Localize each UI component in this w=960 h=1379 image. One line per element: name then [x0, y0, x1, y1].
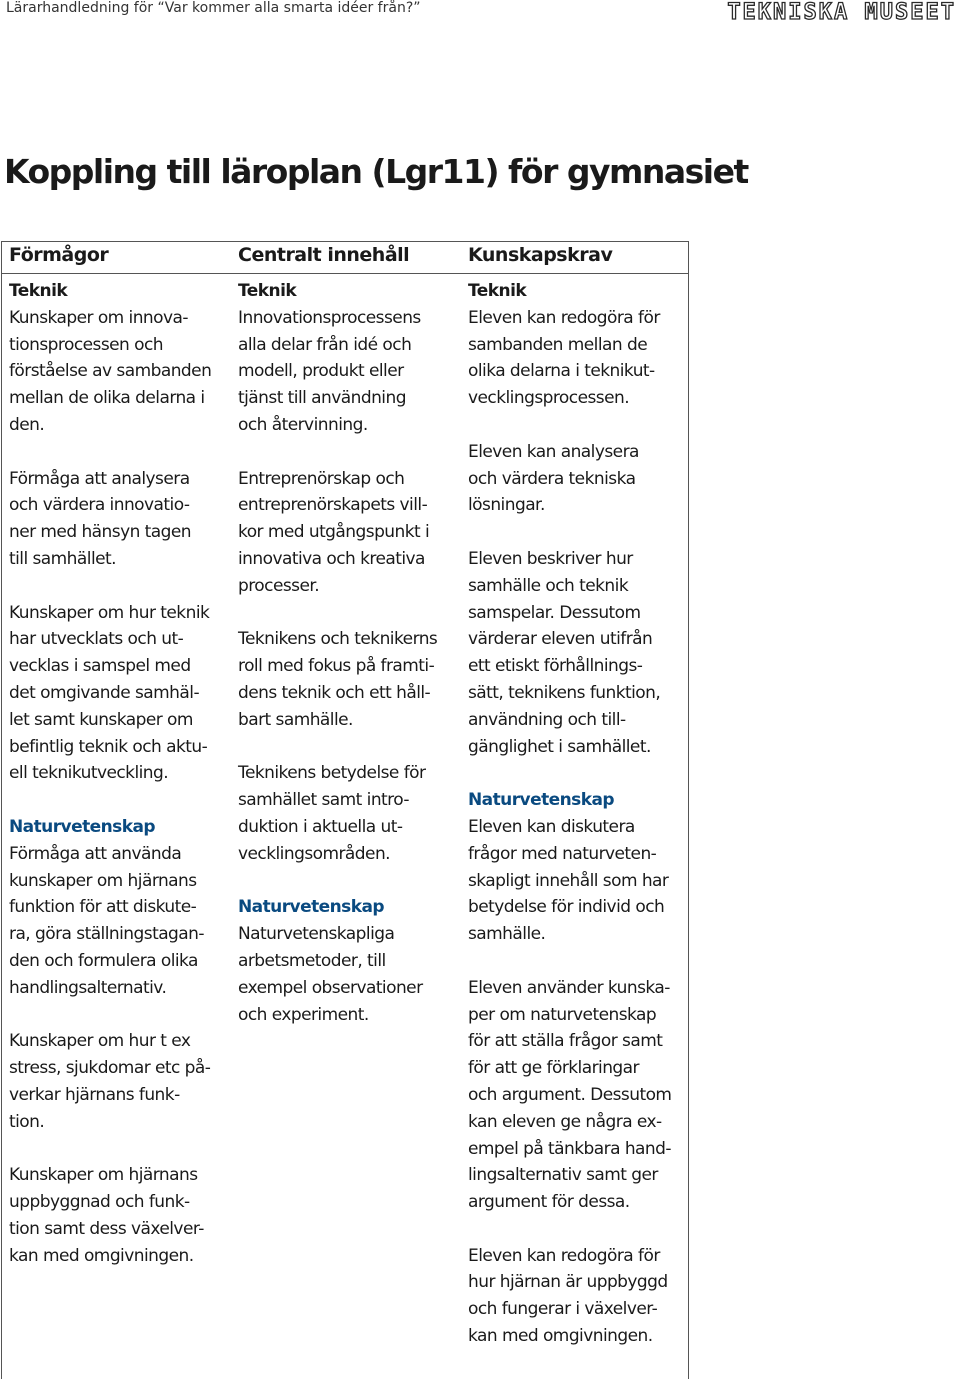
text-line: och värdera innovatio-: [9, 495, 190, 516]
text-line: olika delarna i teknikut-: [468, 361, 655, 382]
text-line: lingsalternativ samt ger: [468, 1165, 658, 1186]
paragraph-gap: [238, 439, 460, 466]
text-line: handlingsalternativ.: [9, 977, 167, 998]
text-line: ra, göra ställningstagan-: [9, 924, 204, 945]
text-line: ett etiskt förhållnings-: [468, 656, 643, 677]
text-line: för att ställa frågor samt: [468, 1031, 663, 1052]
text-line: verkar hjärnans funk-: [9, 1084, 180, 1105]
text-line: kor med utgångspunkt i: [238, 522, 430, 543]
text-line: tionsprocessen och: [9, 334, 164, 355]
text-line: betydelse för individ och: [468, 897, 665, 918]
text-line: lösningar.: [468, 495, 545, 516]
text-line: den och formulera olika: [9, 950, 198, 971]
text-line: Kunskaper om hur teknik: [9, 602, 210, 623]
column-heading-formagor: Förmågor: [9, 244, 109, 266]
text-line: argument för dessa.: [468, 1192, 630, 1213]
column-heading-kunskapskrav: Kunskapskrav: [468, 244, 613, 266]
text-line: Eleven beskriver hur: [468, 548, 633, 569]
text-line: Förmåga att använda: [9, 843, 182, 864]
text-line: tion samt dess växelver-: [9, 1218, 204, 1239]
text-line: roll med fokus på framti-: [238, 656, 435, 677]
text-line: funktion för att diskute-: [9, 897, 197, 918]
text-line: ell teknikutveckling.: [9, 763, 169, 784]
text-line: tion.: [9, 1111, 45, 1132]
text-line: skapligt innehåll som har: [468, 870, 669, 891]
text-line: kan eleven ge några ex-: [468, 1111, 662, 1132]
column-kunskapskrav: [468, 278, 688, 1350]
text-line: Eleven kan analysera: [468, 441, 639, 462]
text-line: Innovationsprocessens: [238, 307, 421, 328]
text-line: för att ge förklaringar: [468, 1058, 639, 1079]
text-line: samspelar. Dessutom: [468, 602, 641, 623]
paragraph-gap: [238, 600, 460, 627]
text-line: kan med omgivningen.: [9, 1245, 194, 1266]
text-line: befintlig teknik och aktu-: [9, 736, 208, 757]
text-line: modell, produkt eller: [238, 361, 404, 382]
column-formagor: [9, 278, 231, 1269]
text-line: gänglighet i samhället.: [468, 736, 651, 757]
text-line: tjänst till användning: [238, 388, 406, 409]
page-title: Koppling till läroplan (Lgr11) för gymnasiet: [4, 152, 748, 191]
text-line: frågor med naturveten-: [468, 843, 657, 864]
text-line: Teknikens betydelse för: [238, 763, 426, 784]
text-line: sätt, teknikens funktion,: [468, 682, 661, 703]
text-line: kunskaper om hjärnans: [9, 870, 197, 891]
text-line: det omgivande samhäl-: [9, 682, 200, 703]
section-heading-teknik: Teknik: [238, 281, 297, 301]
text-line: Förmåga att analysera: [9, 468, 190, 489]
text-line: vecklas i samspel med: [9, 656, 191, 677]
paragraph-gap: [9, 439, 231, 466]
text-line: Kunskaper om hjärnans: [9, 1165, 198, 1186]
paragraph-gap: [468, 948, 688, 975]
paragraph-gap: [9, 1002, 231, 1029]
text-line: bart samhälle.: [238, 709, 353, 730]
paragraph-gap: [468, 1216, 688, 1243]
text-line: Eleven använder kunska-: [468, 977, 670, 998]
text-line: samhälle.: [468, 924, 546, 945]
text-line: hur hjärnan är uppbyggd: [468, 1272, 668, 1293]
text-line: vecklingsområden.: [238, 843, 391, 864]
document-subtitle: Lärarhandledning för “Var kommer alla smarta idéer från?”: [6, 0, 421, 16]
text-line: och värdera tekniska: [468, 468, 636, 489]
text-line: alla delar från idé och: [238, 334, 412, 355]
text-line: duktion i aktuella ut-: [238, 816, 403, 837]
text-line: sambanden mellan de: [468, 334, 648, 355]
text-line: Teknikens och teknikerns: [238, 629, 438, 650]
text-line: Kunskaper om innova-: [9, 307, 188, 328]
section-heading-teknik: Teknik: [9, 281, 68, 301]
text-line: Eleven kan diskutera: [468, 816, 635, 837]
section-heading-teknik: Teknik: [468, 281, 527, 301]
text-line: Kunskaper om hur t ex: [9, 1031, 191, 1052]
paragraph-gap: [468, 519, 688, 546]
text-line: empel på tänkbara hand-: [468, 1138, 671, 1159]
text-line: samhället samt intro-: [238, 790, 409, 811]
text-line: förståelse av sambanden: [9, 361, 212, 382]
column-heading-centralt-innehall: Centralt innehåll: [238, 244, 410, 266]
text-line: användning och till-: [468, 709, 626, 730]
text-line: kan med omgivningen.: [468, 1326, 653, 1347]
text-line: innovativa och kreativa: [238, 548, 425, 569]
text-line: och experiment.: [238, 1004, 369, 1025]
column-centralt-innehall: [238, 278, 460, 1028]
paragraph-gap: [468, 760, 688, 787]
text-line: vecklingsprocessen.: [468, 388, 630, 409]
tekniska-museet-logo: TEKNISKA MUSEET: [727, 0, 956, 25]
text-line: let samt kunskaper om: [9, 709, 193, 730]
text-line: samhälle och teknik: [468, 575, 629, 596]
text-line: Entreprenörskap och: [238, 468, 405, 489]
paragraph-gap: [9, 787, 231, 814]
paragraph-gap: [9, 573, 231, 600]
text-line: och återvinning.: [238, 414, 368, 435]
text-line: och fungerar i växelver-: [468, 1299, 658, 1320]
text-line: processer.: [238, 575, 320, 596]
text-line: till samhället.: [9, 548, 116, 569]
text-line: den.: [9, 414, 45, 435]
text-line: har utvecklats och ut-: [9, 629, 184, 650]
section-heading-naturvetenskap: Naturvetenskap: [238, 897, 385, 918]
text-line: och argument. Dessutom: [468, 1084, 672, 1105]
paragraph-gap: [9, 1136, 231, 1163]
paragraph-gap: [238, 868, 460, 895]
paragraph-gap: [468, 412, 688, 439]
section-heading-naturvetenskap: Naturvetenskap: [9, 816, 156, 837]
text-line: dens teknik och ett håll-: [238, 682, 431, 703]
text-line: uppbyggnad och funk-: [9, 1192, 190, 1213]
section-heading-naturvetenskap: Naturvetenskap: [468, 790, 615, 811]
text-line: per om naturvetenskap: [468, 1004, 657, 1025]
text-line: stress, sjukdomar etc på-: [9, 1058, 211, 1079]
text-line: ner med hänsyn tagen: [9, 522, 192, 543]
text-line: Eleven kan redogöra för: [468, 1245, 660, 1266]
header-divider: [1, 273, 689, 274]
text-line: värderar eleven utifrån: [468, 629, 653, 650]
text-line: Eleven kan redogöra för: [468, 307, 660, 328]
text-line: exempel observationer: [238, 977, 423, 998]
text-line: Naturvetenskapliga: [238, 924, 395, 945]
text-line: arbetsmetoder, till: [238, 950, 386, 971]
paragraph-gap: [238, 734, 460, 761]
text-line: entreprenörskapets vill-: [238, 495, 428, 516]
text-line: mellan de olika delarna i: [9, 388, 205, 409]
